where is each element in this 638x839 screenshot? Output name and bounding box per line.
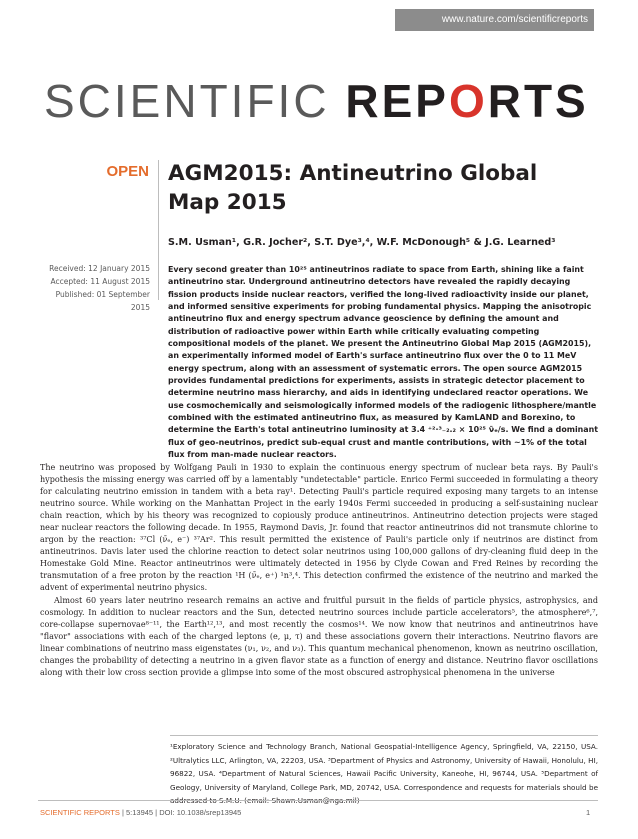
- footer-doi[interactable]: | 5:13945 | DOI: 10.1038/srep13945: [119, 808, 242, 817]
- article-title: AGM2015: Antineutrino Global Map 2015: [168, 161, 538, 215]
- logo-part-rts: RTS: [487, 75, 589, 127]
- received-date: Received: 12 January 2015: [49, 264, 150, 273]
- body-paragraph-1: The neutrino was proposed by Wolfgang Pauli in 1930 to explain the continuous energy spectrum of nuclear beta rays. By Pauli's hypothesis the missing energy was carried off by a lamentably "undetectable" particle. Enrico Fermi succeeded in formulating a theory for calculating neutrino emission in tandem with a beta ray¹. Detecting Pauli's particle required exposing many targets to an intense neutrino source. While working on the Manhattan Project in the early 1940s Fermi succeeded in producing a self-sustaining nuclear chain reaction, which by his theory was recognized to copiously produce antineutrinos. Antineutrino detection projects were staged near nuclear reactors the following decade. In 1955, Raymond Davis, Jr. found that reactor antineutrinos did not transmute chlorine to argon by the reaction: ³⁷Cl (ν̄ₑ, e⁻) ³⁷Ar². This result permitted the existence of Pauli's particle only if neutrinos are distinct from antineutrinos. Davis later used the chlorine reaction to detect solar neutrinos using 100,000 gallons of dry-cleaning fluid deep in the Homestake Gold Mine. Reactor antineutrinos were ultimately detected in 1956 by Clyde Cowan and Fred Reines by recording the transmutation of a free proton by the reaction ¹H (ν̄ₑ, e⁺) ¹n³,⁴. This detection confirmed the existence of the neutrino and marked the advent of experimental neutrino physics.: [40, 463, 598, 593]
- article-body: [40, 462, 598, 679]
- article-dates: [38, 262, 150, 314]
- open-access-label: OPEN: [106, 163, 149, 180]
- logo-part-scientific: SCIENTIFIC: [44, 75, 346, 127]
- abstract-text-1: Every second greater than 10²⁵ antineutrinos radiate to space from Earth, shining like a faint antineutrino star. Underground antineutrino detectors have revealed the rapidly decaying fission products inside nuclear reactors, verified the long-lived radioactivity inside our planet, and informed sensitive experiments for probing fundamental physics. Mapping the anisotropic antineutrino flux and energy spectrum advance geoscience by defining the amount and distribution of radioactive power within Earth while critically evaluating competing compositional models of the planet. We present the Antineutrino Global Map 2015 (AGM2015), an experimentally informed model of Earth's surface antineutrino flux over the 0 to 11 MeV energy spectrum, along with an assessment of systematic errors. The open source AGM2015 provides fundamental predictions for experiments, assists in strategic detector placement to determine neutrino mass hierarchy, and aids in identifying undeclared reactor operations. We use cosmochemically and seismologically informed models of the radiogenic lithosphere/mantle combined with the estimated antineutrino flux, as measured by KamLAND and Borexino, to determine the Earth's total antineutrino luminosity at: [168, 265, 597, 435]
- accepted-date: Accepted: 11 August 2015: [50, 277, 150, 286]
- abstract-text-2: . We find a dominant flux of geo-neutrinos, predict sub-equal crust and mantle contributions, with ~1% of the total flux from man-made nuclear reactors.: [168, 425, 598, 460]
- author-list: S.M. Usman¹, G.R. Jocher², S.T. Dye³,⁴, W.F. McDonough⁵ & J.G. Learned³: [168, 237, 556, 248]
- logo-part-rep: REP: [345, 75, 449, 127]
- footer-divider: [38, 800, 598, 801]
- sidebar-divider: [158, 160, 159, 300]
- affiliations: ¹Exploratory Science and Technology Branch, National Geospatial-Intelligence Agency, Springfield, VA, 22150, USA. ²Ultralytics LLC, Arlington, VA, 22203, USA. ³Department of Physics and Astronomy, University of Hawaii, Honolulu, HI, 96822, USA. ⁴Department of Natural Sciences, Hawaii Pacific University, Kaneohe, HI, 96744, USA. ⁵Department of Geology, University of Maryland, College Park, MD, 20742, USA. Correspondence and requests for materials should be: [170, 742, 598, 792]
- affiliations-divider: [170, 735, 598, 736]
- luminosity-value: 3.4 ⁺²·³₋₂.₂ × 10²⁵ ν̄ₑ/s: [411, 425, 506, 435]
- abstract: [168, 264, 598, 462]
- footer-journal-name: SCIENTIFIC REPORTS: [40, 808, 120, 817]
- published-date: Published: 01 September 2015: [55, 290, 150, 312]
- journal-url[interactable]: www.nature.com/scientificreports: [395, 9, 594, 31]
- journal-logo: [44, 71, 604, 131]
- page-number: 1: [586, 808, 591, 817]
- footer-citation: [40, 808, 241, 817]
- body-paragraph-2: Almost 60 years later neutrino research remains an active and fruitful pursuit in the fields of particle physics, astrophysics, and cosmology. In addition to nuclear reactors and the Sun, detected neutrino sources include particle accelerators⁵, the atmosphere⁶,⁷, core-collapse supernovae⁸⁻¹¹, the Earth¹²,¹³, and most recently the cosmos¹⁴. We now know that neutrinos and antineutrinos have "flavor" associations with each of the charged leptons (e, μ, τ) and these associations govern their interactions. Neutrino flavors are linear combinations of neutrino mass eigenstates (ν₁, ν₂, and ν₃). This quantum mechanical phenomenon, known as neutrino oscillation, changes the probability of detecting a neutrino in a given flavor state as a function of energy and distance. Neutrino flavor oscillations along with their low cross section provide a glimpse into some of the most obscured astrophysical phenomena in the universe: [40, 595, 598, 677]
- logo-gear-o: O: [448, 75, 488, 127]
